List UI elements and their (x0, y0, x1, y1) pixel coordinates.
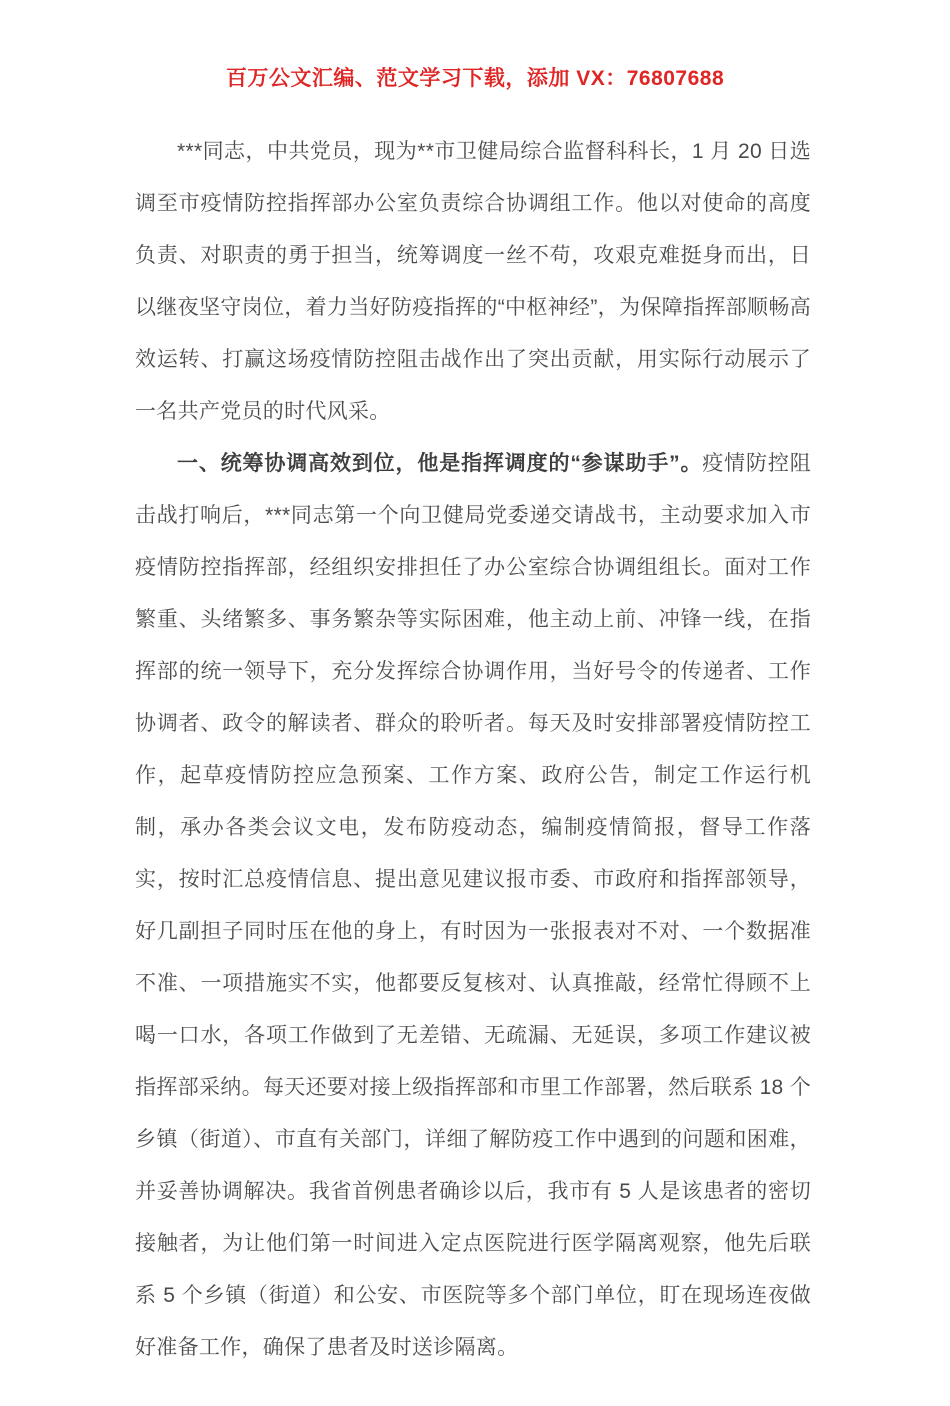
promo-banner: 百万公文汇编、范文学习下载，添加 VX：76807688 (225, 67, 725, 90)
paragraph (135, 126, 811, 438)
text-run: ***同志，中共党员，现为**市卫健局综合监督科科长，1 月 20 日选调至市疫情防控指挥部办公室负责综合协调组工作。他以对使命的高度负责、对职责的勇于担当，统筹调度一丝不苟，攻艰克难挺身而出，日以继夜坚守岗位，着力当好防疫指挥的“中枢神经”，为保障指挥部顺畅高效运转、打赢这场疫情防控阻击战作出了突出贡献，用实际行动展示了一名共产党员的时代风采。 (135, 140, 811, 423)
document-body (135, 126, 811, 1374)
text-run-bold: 一、统筹协调高效到位，他是指挥调度的“参谋助手”。 (177, 452, 703, 475)
paragraph (135, 438, 811, 1374)
text-run: 疫情防控阻击战打响后，***同志第一个向卫健局党委递交请战书，主动要求加入市疫情防控指挥部，经组织安排担任了办公室综合协调组组长。面对工作繁重、头绪繁多、事务繁杂等实际困难，他主动上前、冲锋一线，在指挥部的统一领导下，充分发挥综合协调作用，当好号令的传递者、工作协调者、政令的解读者、群众的聆听者。每天及时安排部署疫情防控工作，起草疫情防控应急预案、工作方案、政府公告，制定工作运行机制，承办各类会议文电，发布防疫动态，编制疫情简报，督导工作落实，按时汇总疫情信息、提出意见建议报市委、市政府和指挥部领导，好几副担子同时压在他的身上，有时因为一张报表对不对、一个数据准不准、一项措施实不实，他都要反复核对、认真推敲，经常忙得顾不上喝一口水，各项工作做到了无差错、无疏漏、无延误，多项工作建议被指挥部采纳。每天还要对接上级指挥部和市里工作部署，然后联系 18 个乡镇（街道）、市直有关部门，详细了解防疫工作中遇到的问题和困难，并妥善协调解决。我省首例患者确诊以后，我市有 5 人是该患者的密切接触者，为让他们第一时间进入定点医院进行医学隔离观察，他先后联系 5 个乡镇（街道）和公安、市医院等多个部门单位，盯在现场连夜做好准备工作，确保了患者及时送诊隔离。 (135, 452, 812, 1359)
